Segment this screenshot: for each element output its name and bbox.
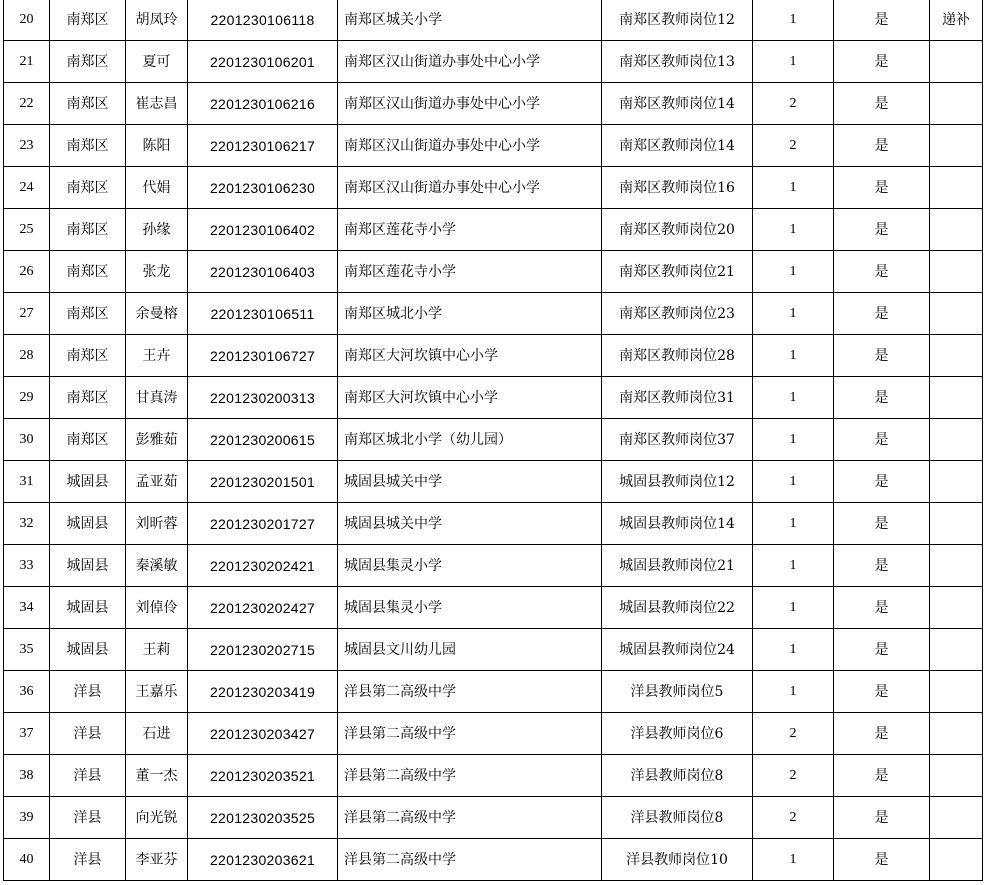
cell-hiring-count: 2 [753, 755, 834, 797]
cell-position: 城固县教师岗位21 [602, 545, 753, 587]
cell-note [930, 671, 983, 713]
cell-exam-id: 2201230203525 [188, 797, 338, 839]
cell-position: 南郑区教师岗位20 [602, 209, 753, 251]
cell-hired-flag: 是 [834, 335, 930, 377]
cell-note [930, 251, 983, 293]
cell-candidate-name: 张龙 [126, 251, 188, 293]
cell-hiring-count: 1 [753, 839, 834, 881]
cell-candidate-name: 孟亚茹 [126, 461, 188, 503]
cell-exam-id: 2201230106201 [188, 41, 338, 83]
roster-table [3, 0, 983, 881]
cell-row-number: 25 [4, 209, 50, 251]
cell-district: 南郑区 [50, 41, 126, 83]
cell-hired-flag: 是 [834, 587, 930, 629]
cell-note [930, 713, 983, 755]
cell-candidate-name: 王莉 [126, 629, 188, 671]
cell-exam-id: 2201230203419 [188, 671, 338, 713]
cell-note [930, 167, 983, 209]
cell-position: 南郑区教师岗位14 [602, 125, 753, 167]
cell-school: 南郑区汉山街道办事处中心小学 [338, 125, 602, 167]
cell-hired-flag: 是 [834, 839, 930, 881]
cell-exam-id: 2201230106118 [188, 0, 338, 41]
cell-district: 洋县 [50, 797, 126, 839]
cell-hired-flag: 是 [834, 41, 930, 83]
cell-hiring-count: 2 [753, 797, 834, 839]
cell-district: 南郑区 [50, 83, 126, 125]
cell-district: 洋县 [50, 839, 126, 881]
cell-position: 洋县教师岗位5 [602, 671, 753, 713]
cell-candidate-name: 刘昕蓉 [126, 503, 188, 545]
table-row [4, 503, 983, 545]
cell-note [930, 293, 983, 335]
cell-row-number: 40 [4, 839, 50, 881]
cell-note [930, 377, 983, 419]
table-row [4, 335, 983, 377]
cell-candidate-name: 代娟 [126, 167, 188, 209]
cell-row-number: 24 [4, 167, 50, 209]
cell-row-number: 22 [4, 83, 50, 125]
cell-school: 南郑区大河坎镇中心小学 [338, 335, 602, 377]
cell-position: 南郑区教师岗位28 [602, 335, 753, 377]
cell-hired-flag: 是 [834, 251, 930, 293]
cell-hiring-count: 1 [753, 545, 834, 587]
table-row [4, 629, 983, 671]
cell-school: 洋县第二高级中学 [338, 671, 602, 713]
cell-district: 南郑区 [50, 0, 126, 41]
cell-position: 城固县教师岗位12 [602, 461, 753, 503]
cell-hired-flag: 是 [834, 545, 930, 587]
cell-position: 南郑区教师岗位37 [602, 419, 753, 461]
cell-position: 南郑区教师岗位31 [602, 377, 753, 419]
table-row [4, 839, 983, 881]
cell-row-number: 36 [4, 671, 50, 713]
cell-note [930, 209, 983, 251]
cell-hired-flag: 是 [834, 377, 930, 419]
cell-exam-id: 2201230202427 [188, 587, 338, 629]
cell-position: 洋县教师岗位10 [602, 839, 753, 881]
cell-school: 南郑区汉山街道办事处中心小学 [338, 167, 602, 209]
cell-hiring-count: 1 [753, 167, 834, 209]
cell-row-number: 20 [4, 0, 50, 41]
cell-exam-id: 2201230200313 [188, 377, 338, 419]
cell-district: 南郑区 [50, 293, 126, 335]
cell-note [930, 839, 983, 881]
cell-exam-id: 2201230106511 [188, 293, 338, 335]
cell-hiring-count: 1 [753, 587, 834, 629]
cell-row-number: 33 [4, 545, 50, 587]
table-row [4, 587, 983, 629]
cell-position: 南郑区教师岗位12 [602, 0, 753, 41]
cell-hiring-count: 1 [753, 293, 834, 335]
cell-district: 城固县 [50, 545, 126, 587]
cell-hiring-count: 1 [753, 335, 834, 377]
cell-district: 南郑区 [50, 335, 126, 377]
cell-candidate-name: 彭雅茹 [126, 419, 188, 461]
cell-row-number: 27 [4, 293, 50, 335]
cell-candidate-name: 李亚芬 [126, 839, 188, 881]
cell-position: 城固县教师岗位24 [602, 629, 753, 671]
cell-candidate-name: 陈阳 [126, 125, 188, 167]
table-row [4, 251, 983, 293]
cell-hired-flag: 是 [834, 83, 930, 125]
cell-school: 南郑区汉山街道办事处中心小学 [338, 41, 602, 83]
cell-school: 城固县集灵小学 [338, 545, 602, 587]
cell-candidate-name: 胡凤玲 [126, 0, 188, 41]
table-row [4, 419, 983, 461]
cell-district: 南郑区 [50, 377, 126, 419]
cell-position: 南郑区教师岗位13 [602, 41, 753, 83]
cell-candidate-name: 夏可 [126, 41, 188, 83]
table-row [4, 377, 983, 419]
cell-exam-id: 2201230106217 [188, 125, 338, 167]
cell-school: 洋县第二高级中学 [338, 797, 602, 839]
cell-note [930, 503, 983, 545]
cell-position: 南郑区教师岗位14 [602, 83, 753, 125]
cell-hired-flag: 是 [834, 461, 930, 503]
cell-row-number: 38 [4, 755, 50, 797]
cell-hired-flag: 是 [834, 0, 930, 41]
cell-hiring-count: 2 [753, 713, 834, 755]
cell-hired-flag: 是 [834, 125, 930, 167]
cell-hiring-count: 1 [753, 209, 834, 251]
cell-school: 南郑区莲花寺小学 [338, 251, 602, 293]
cell-candidate-name: 余曼榕 [126, 293, 188, 335]
cell-position: 南郑区教师岗位21 [602, 251, 753, 293]
cell-school: 城固县集灵小学 [338, 587, 602, 629]
cell-district: 城固县 [50, 629, 126, 671]
cell-district: 城固县 [50, 461, 126, 503]
cell-exam-id: 2201230106230 [188, 167, 338, 209]
cell-position: 洋县教师岗位8 [602, 797, 753, 839]
cell-row-number: 29 [4, 377, 50, 419]
roster-table-body [4, 0, 983, 881]
cell-district: 城固县 [50, 587, 126, 629]
cell-row-number: 28 [4, 335, 50, 377]
cell-candidate-name: 向光锐 [126, 797, 188, 839]
cell-candidate-name: 石进 [126, 713, 188, 755]
cell-candidate-name: 秦溪敏 [126, 545, 188, 587]
table-row [4, 713, 983, 755]
cell-row-number: 30 [4, 419, 50, 461]
cell-school: 城固县城关中学 [338, 503, 602, 545]
cell-row-number: 35 [4, 629, 50, 671]
cell-position: 南郑区教师岗位16 [602, 167, 753, 209]
cell-hired-flag: 是 [834, 629, 930, 671]
table-row [4, 797, 983, 839]
cell-exam-id: 2201230106402 [188, 209, 338, 251]
cell-exam-id: 2201230106216 [188, 83, 338, 125]
cell-exam-id: 2201230201727 [188, 503, 338, 545]
table-row [4, 41, 983, 83]
cell-school: 南郑区汉山街道办事处中心小学 [338, 83, 602, 125]
cell-candidate-name: 甘真涛 [126, 377, 188, 419]
cell-position: 南郑区教师岗位23 [602, 293, 753, 335]
table-row [4, 545, 983, 587]
cell-note [930, 629, 983, 671]
cell-hired-flag: 是 [834, 713, 930, 755]
cell-district: 南郑区 [50, 167, 126, 209]
cell-district: 洋县 [50, 671, 126, 713]
cell-position: 城固县教师岗位22 [602, 587, 753, 629]
cell-school: 南郑区城北小学 [338, 293, 602, 335]
table-row [4, 167, 983, 209]
cell-hired-flag: 是 [834, 755, 930, 797]
table-row [4, 209, 983, 251]
cell-school: 洋县第二高级中学 [338, 713, 602, 755]
table-row [4, 755, 983, 797]
cell-position: 城固县教师岗位14 [602, 503, 753, 545]
cell-candidate-name: 王嘉乐 [126, 671, 188, 713]
cell-school: 南郑区城关小学 [338, 0, 602, 41]
cell-row-number: 34 [4, 587, 50, 629]
cell-school: 南郑区莲花寺小学 [338, 209, 602, 251]
cell-candidate-name: 孙缘 [126, 209, 188, 251]
cell-exam-id: 2201230200615 [188, 419, 338, 461]
cell-row-number: 37 [4, 713, 50, 755]
cell-hired-flag: 是 [834, 293, 930, 335]
cell-position: 洋县教师岗位6 [602, 713, 753, 755]
cell-school: 城固县文川幼儿园 [338, 629, 602, 671]
cell-note [930, 587, 983, 629]
cell-hiring-count: 1 [753, 671, 834, 713]
cell-hired-flag: 是 [834, 209, 930, 251]
cell-position: 洋县教师岗位8 [602, 755, 753, 797]
cell-note [930, 125, 983, 167]
cell-exam-id: 2201230202715 [188, 629, 338, 671]
cell-school: 南郑区城北小学（幼儿园） [338, 419, 602, 461]
cell-hired-flag: 是 [834, 797, 930, 839]
cell-hiring-count: 1 [753, 461, 834, 503]
cell-district: 南郑区 [50, 251, 126, 293]
cell-note [930, 755, 983, 797]
cell-candidate-name: 王卉 [126, 335, 188, 377]
cell-note [930, 461, 983, 503]
cell-hired-flag: 是 [834, 167, 930, 209]
cell-exam-id: 2201230203621 [188, 839, 338, 881]
table-row [4, 671, 983, 713]
cell-hiring-count: 1 [753, 0, 834, 41]
cell-hiring-count: 1 [753, 503, 834, 545]
cell-hiring-count: 2 [753, 125, 834, 167]
cell-district: 南郑区 [50, 209, 126, 251]
cell-candidate-name: 刘倬伶 [126, 587, 188, 629]
cell-row-number: 21 [4, 41, 50, 83]
cell-hired-flag: 是 [834, 503, 930, 545]
cell-exam-id: 2201230106727 [188, 335, 338, 377]
cell-exam-id: 2201230202421 [188, 545, 338, 587]
cell-district: 洋县 [50, 755, 126, 797]
cell-note [930, 335, 983, 377]
cell-school: 洋县第二高级中学 [338, 839, 602, 881]
cell-candidate-name: 崔志昌 [126, 83, 188, 125]
table-row [4, 0, 983, 41]
cell-exam-id: 2201230201501 [188, 461, 338, 503]
table-row [4, 83, 983, 125]
cell-district: 洋县 [50, 713, 126, 755]
cell-exam-id: 2201230203427 [188, 713, 338, 755]
cell-hiring-count: 1 [753, 419, 834, 461]
cell-row-number: 23 [4, 125, 50, 167]
cell-row-number: 26 [4, 251, 50, 293]
cell-note [930, 83, 983, 125]
cell-district: 南郑区 [50, 125, 126, 167]
cell-row-number: 39 [4, 797, 50, 839]
table-row [4, 461, 983, 503]
cell-hiring-count: 2 [753, 83, 834, 125]
cell-hired-flag: 是 [834, 671, 930, 713]
cell-hiring-count: 1 [753, 377, 834, 419]
cell-row-number: 31 [4, 461, 50, 503]
cell-district: 南郑区 [50, 419, 126, 461]
cell-note: 递补 [930, 0, 983, 41]
cell-note [930, 545, 983, 587]
cell-hiring-count: 1 [753, 629, 834, 671]
cell-hired-flag: 是 [834, 419, 930, 461]
cell-hiring-count: 1 [753, 251, 834, 293]
cell-hiring-count: 1 [753, 41, 834, 83]
cell-district: 城固县 [50, 503, 126, 545]
cell-exam-id: 2201230203521 [188, 755, 338, 797]
cell-exam-id: 2201230106403 [188, 251, 338, 293]
table-row [4, 125, 983, 167]
cell-school: 洋县第二高级中学 [338, 755, 602, 797]
table-row [4, 293, 983, 335]
cell-school: 城固县城关中学 [338, 461, 602, 503]
cell-note [930, 419, 983, 461]
cell-note [930, 797, 983, 839]
cell-school: 南郑区大河坎镇中心小学 [338, 377, 602, 419]
cell-candidate-name: 董一杰 [126, 755, 188, 797]
cell-note [930, 41, 983, 83]
cell-row-number: 32 [4, 503, 50, 545]
